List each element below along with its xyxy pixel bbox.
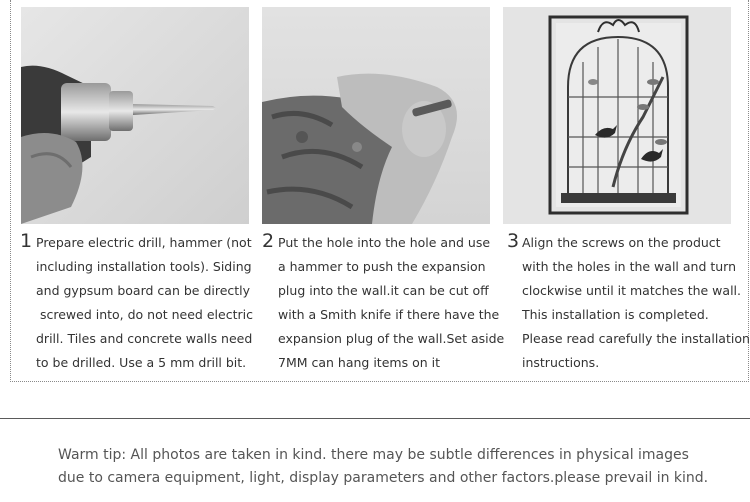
step-text-line: 7MM can hang items on it — [278, 355, 440, 370]
tip-line: due to camera equipment, light, display parameters and other factors.please prevail in kind. — [58, 470, 709, 486]
step-text-line: drill. Tiles and concrete walls need — [36, 331, 253, 346]
step-text-line: clockwise until it matches the wall. — [522, 283, 741, 298]
step-description — [278, 231, 504, 375]
birdcage-wall-decor-photo — [503, 7, 731, 224]
step-text-line: with the holes in the wall and turn — [522, 259, 737, 274]
drill-bit-into-wall-photo — [21, 7, 249, 224]
step-text-line: Put the hole into the hole and use — [278, 235, 491, 250]
warm-tip — [58, 444, 708, 490]
section-divider — [0, 418, 750, 419]
step-text-line: expansion plug of the wall.Set aside — [278, 331, 505, 346]
step-number: 2 — [262, 230, 275, 252]
step-text-line: to be drilled. Use a 5 mm drill bit. — [36, 355, 247, 370]
step-description — [36, 231, 253, 375]
step-number: 1 — [20, 230, 33, 252]
step-description — [522, 231, 750, 375]
hammer-expansion-plug-photo — [262, 7, 490, 224]
step-text-line: a hammer to push the expansion — [278, 259, 486, 274]
step-text-line: plug into the wall.it can be cut off — [278, 283, 489, 298]
step-text-line: with a Smith knife if there have the — [278, 307, 500, 322]
step-text-line: instructions. — [522, 355, 600, 370]
tip-line: Warm tip: All photos are taken in kind. there may be subtle differences in physical images — [58, 447, 689, 463]
step-text-line: screwed into, do not need electric — [36, 307, 253, 322]
step-text-line: Prepare electric drill, hammer (not — [36, 235, 252, 250]
step-text-line: Please read carefully the installation — [522, 331, 750, 346]
step-text-line: including installation tools). Siding — [36, 259, 252, 274]
step-text-line: and gypsum board can be directly — [36, 283, 251, 298]
step-text-line: Align the screws on the product — [522, 235, 721, 250]
step-text-line: This installation is completed. — [522, 307, 709, 322]
step-number: 3 — [507, 230, 520, 252]
